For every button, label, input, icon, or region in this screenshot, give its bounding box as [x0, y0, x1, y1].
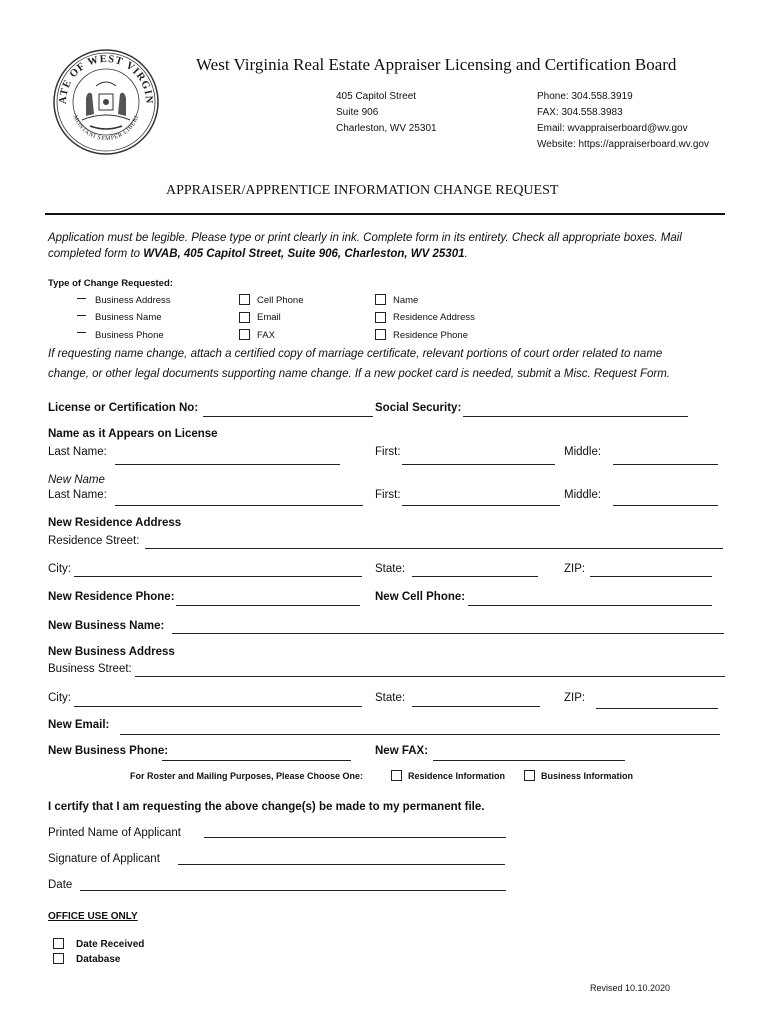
change-type-business-address: Business Address — [95, 295, 171, 306]
change-type-residence-address: Residence Address — [393, 312, 475, 323]
change-type-residence-phone: Residence Phone — [393, 330, 468, 341]
new-residence-phone-field[interactable] — [176, 605, 360, 606]
new-business-name-field[interactable] — [172, 633, 724, 634]
new-last-name-field[interactable] — [115, 505, 363, 506]
roster-option-business: Business Information — [541, 771, 634, 781]
new-residence-address-heading: New Residence Address — [48, 517, 182, 529]
date-field[interactable] — [80, 890, 506, 891]
social-security-field[interactable] — [463, 416, 688, 417]
instructions-line2-suffix: . — [464, 248, 468, 260]
office-use-heading: OFFICE USE ONLY — [48, 911, 138, 922]
mailing-address: WVAB, 405 Capitol Street, Suite 906, Charleston, WV 25301 — [143, 248, 465, 260]
checkbox-residence-phone[interactable] — [375, 329, 386, 340]
phone-number: Phone: 304.558.3919 — [537, 91, 633, 102]
roster-option-residence: Residence Information — [408, 771, 506, 781]
middle-name-label: Middle: — [564, 446, 602, 458]
middle-name-field[interactable] — [613, 464, 718, 465]
new-residence-phone-label: New Residence Phone: — [48, 591, 175, 603]
state-field[interactable] — [412, 576, 538, 577]
seal-text-top: ATE OF WEST VIRGIN — [57, 53, 155, 105]
checkbox-fax[interactable] — [239, 329, 250, 340]
office-item-date-received: Date Received — [76, 939, 145, 950]
certify-statement: I certify that I am requesting the above change(s) be made to my permanent file. — [48, 801, 485, 813]
change-type-email: Email — [257, 312, 281, 323]
instructions-line1: Application must be legible. Please type or print clearly in ink. Complete form in its entirety. Check all appropriate boxes. Mail — [48, 232, 682, 244]
new-business-address-heading: New Business Address — [48, 646, 175, 658]
name-change-note-line2: change, or other legal documents supporting name change. If a new pocket card is needed, submit a Misc. Request Form. — [48, 368, 670, 380]
website-link[interactable]: Website: https://appraiserboard.wv.gov — [537, 139, 709, 150]
zip-field[interactable] — [590, 576, 712, 577]
business-state-label: State: — [375, 692, 406, 704]
business-city-label: City: — [48, 692, 71, 704]
last-name-field[interactable] — [115, 464, 340, 465]
checkbox-name[interactable] — [375, 294, 386, 305]
revised-date: Revised 10.10.2020 — [590, 983, 671, 993]
business-street-field[interactable] — [135, 676, 725, 677]
change-type-cell-phone: Cell Phone — [257, 295, 304, 306]
state-label: State: — [375, 563, 406, 575]
checkbox-cell-phone[interactable] — [239, 294, 250, 305]
business-city-field[interactable] — [74, 706, 362, 707]
new-middle-name-label: Middle: — [564, 489, 602, 501]
name-as-appears-heading: Name as it Appears on License — [48, 428, 218, 440]
signature-label: Signature of Applicant — [48, 853, 160, 865]
new-email-field[interactable] — [120, 734, 720, 735]
zip-label: ZIP: — [564, 563, 586, 575]
checkbox-roster-residence[interactable] — [391, 770, 402, 781]
new-business-phone-field[interactable] — [162, 760, 351, 761]
new-cell-phone-field[interactable] — [468, 605, 712, 606]
form-title: APPRAISER/APPRENTICE INFORMATION CHANGE REQUEST — [166, 183, 559, 198]
business-street-label: Business Street: — [48, 663, 132, 675]
change-type-heading: Type of Change Requested: — [48, 278, 173, 289]
checkbox-roster-business[interactable] — [524, 770, 535, 781]
new-name-heading: New Name — [48, 474, 105, 486]
first-name-label: First: — [375, 446, 401, 458]
new-first-name-field[interactable] — [402, 505, 560, 506]
city-label: City: — [48, 563, 71, 575]
business-state-field[interactable] — [412, 706, 540, 707]
change-type-business-name: Business Name — [95, 312, 162, 323]
board-title: West Virginia Real Estate Appraiser Licensing and Certification Board — [196, 55, 677, 74]
printed-name-label: Printed Name of Applicant — [48, 827, 181, 839]
residence-street-field[interactable] — [145, 548, 723, 549]
instructions-line2 — [48, 248, 468, 260]
checkbox-database[interactable] — [53, 953, 64, 964]
new-first-name-label: First: — [375, 489, 401, 501]
residence-street-label: Residence Street: — [48, 535, 140, 547]
checkbox-business-phone[interactable] — [77, 332, 86, 333]
change-type-business-phone: Business Phone — [95, 330, 164, 341]
new-business-phone-label: New Business Phone: — [48, 745, 169, 757]
printed-name-field[interactable] — [204, 837, 506, 838]
instructions-line2-prefix: completed form to — [48, 248, 144, 260]
roster-prompt: For Roster and Mailing Purposes, Please Choose One: — [130, 771, 364, 781]
new-cell-phone-label: New Cell Phone: — [375, 591, 466, 603]
new-middle-name-field[interactable] — [613, 505, 718, 506]
title-divider — [45, 213, 725, 215]
first-name-field[interactable] — [402, 464, 555, 465]
new-fax-label: New FAX: — [375, 745, 429, 757]
license-no-label: License or Certification No: — [48, 402, 199, 414]
office-item-database: Database — [76, 954, 121, 965]
checkbox-email[interactable] — [239, 312, 250, 323]
date-label: Date — [48, 879, 73, 891]
email-address[interactable]: Email: wvappraiserboard@wv.gov — [537, 123, 688, 134]
change-type-fax: FAX — [257, 330, 275, 341]
fax-number: FAX: 304.558.3983 — [537, 107, 623, 118]
new-last-name-label: Last Name: — [48, 489, 107, 501]
seal-text-bottom: MONTANI SEMPER LIBERI — [71, 114, 141, 143]
name-change-note-line1: If requesting name change, attach a certified copy of marriage certificate, relevant portions of court order related to name — [48, 348, 663, 360]
change-type-name: Name — [393, 295, 419, 306]
signature-field[interactable] — [178, 864, 505, 865]
checkbox-residence-address[interactable] — [375, 312, 386, 323]
address-line1: 405 Capitol Street — [336, 91, 417, 102]
last-name-label: Last Name: — [48, 446, 107, 458]
business-zip-field[interactable] — [596, 708, 718, 709]
license-no-field[interactable] — [203, 416, 373, 417]
new-business-name-label: New Business Name: — [48, 620, 165, 632]
state-seal — [52, 48, 160, 156]
checkbox-business-name[interactable] — [77, 315, 86, 316]
address-line3: Charleston, WV 25301 — [336, 123, 437, 134]
business-zip-label: ZIP: — [564, 692, 586, 704]
social-security-label: Social Security: — [375, 402, 462, 414]
checkbox-business-address[interactable] — [77, 298, 86, 299]
address-line2: Suite 906 — [336, 107, 379, 118]
new-fax-field[interactable] — [433, 760, 625, 761]
new-email-label: New Email: — [48, 719, 110, 731]
city-field[interactable] — [74, 576, 362, 577]
checkbox-date-received[interactable] — [53, 938, 64, 949]
